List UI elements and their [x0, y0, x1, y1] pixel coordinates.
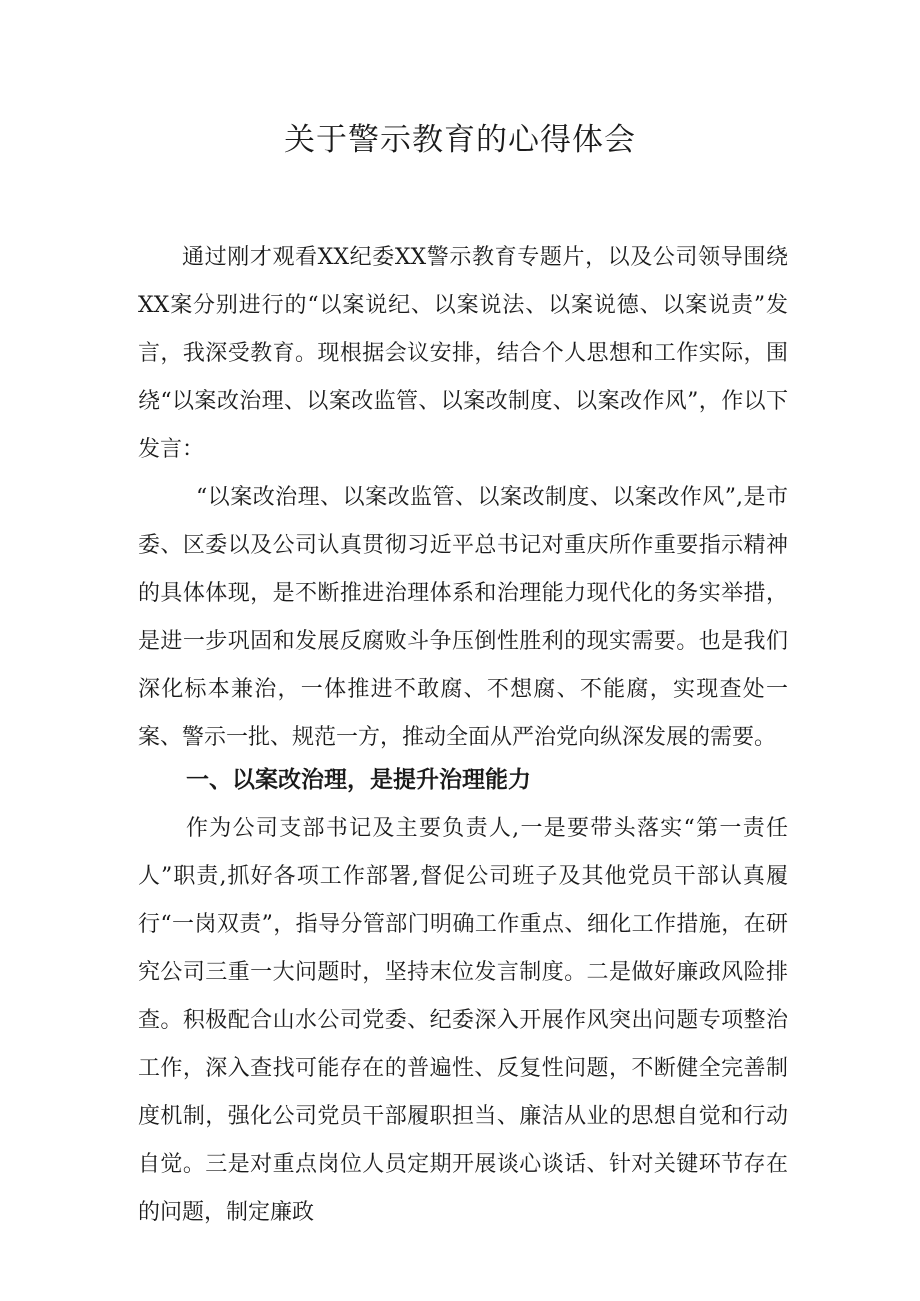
paragraph-section-one: 作为公司支部书记及主要负责人,一是要带头落实“第一责任人”职责,抓好各项工作部署,督促公司班子及其他党员干部认真履行“一岗双责”，指导分管部门明确工作重点、细化工作措施，在研究公司三重一大问题时，坚持末位发言制度。二是做好廉政风险排查。积极配合山水公司党委、纪委深入开展作风突出问题专项整治工作，深入查找可能存在的普遍性、反复性问题，不断健全完善制度机制，强化公司党员干部履职担当、廉洁从业的思想自觉和行动自觉。三是对重点岗位人员定期开展谈心谈话、针对关键环节存在的问题，制定廉政 — [138, 816, 788, 1225]
section-heading: 一、以案改治理，是提升治理能力 — [186, 767, 531, 793]
paragraph-significance: “以案改治理、以案改监管、以案改制度、以案改作风”,是市委、区委以及公司认真贯彻习近平总书记对重庆所作重要指示精神的具体体现，是不断推进治理体系和治理能力现代化的务实举措，是进一步巩固和发展反腐败斗争压倒性胜利的现实需要。也是我们深化标本兼治，一体推进不敢腐、不想腐、不能腐，实现查处一案、警示一批、规范一方，推动全面从严治党向纵深发展的需要。 — [138, 485, 788, 750]
document-title: 关于警示教育的心得体会 — [284, 122, 636, 158]
paragraph-intro: 通过刚才观看XX纪委XX警示教育专题片，以及公司领导围绕XX案分别进行的“以案说纪、以案说法、以案说德、以案说责”发言，我深受教育。现根据会议安排，结合个人思想和工作实际，围绕“以案改治理、以案改监管、以案改制度、以案改作风”，作以下发言： — [138, 245, 788, 462]
